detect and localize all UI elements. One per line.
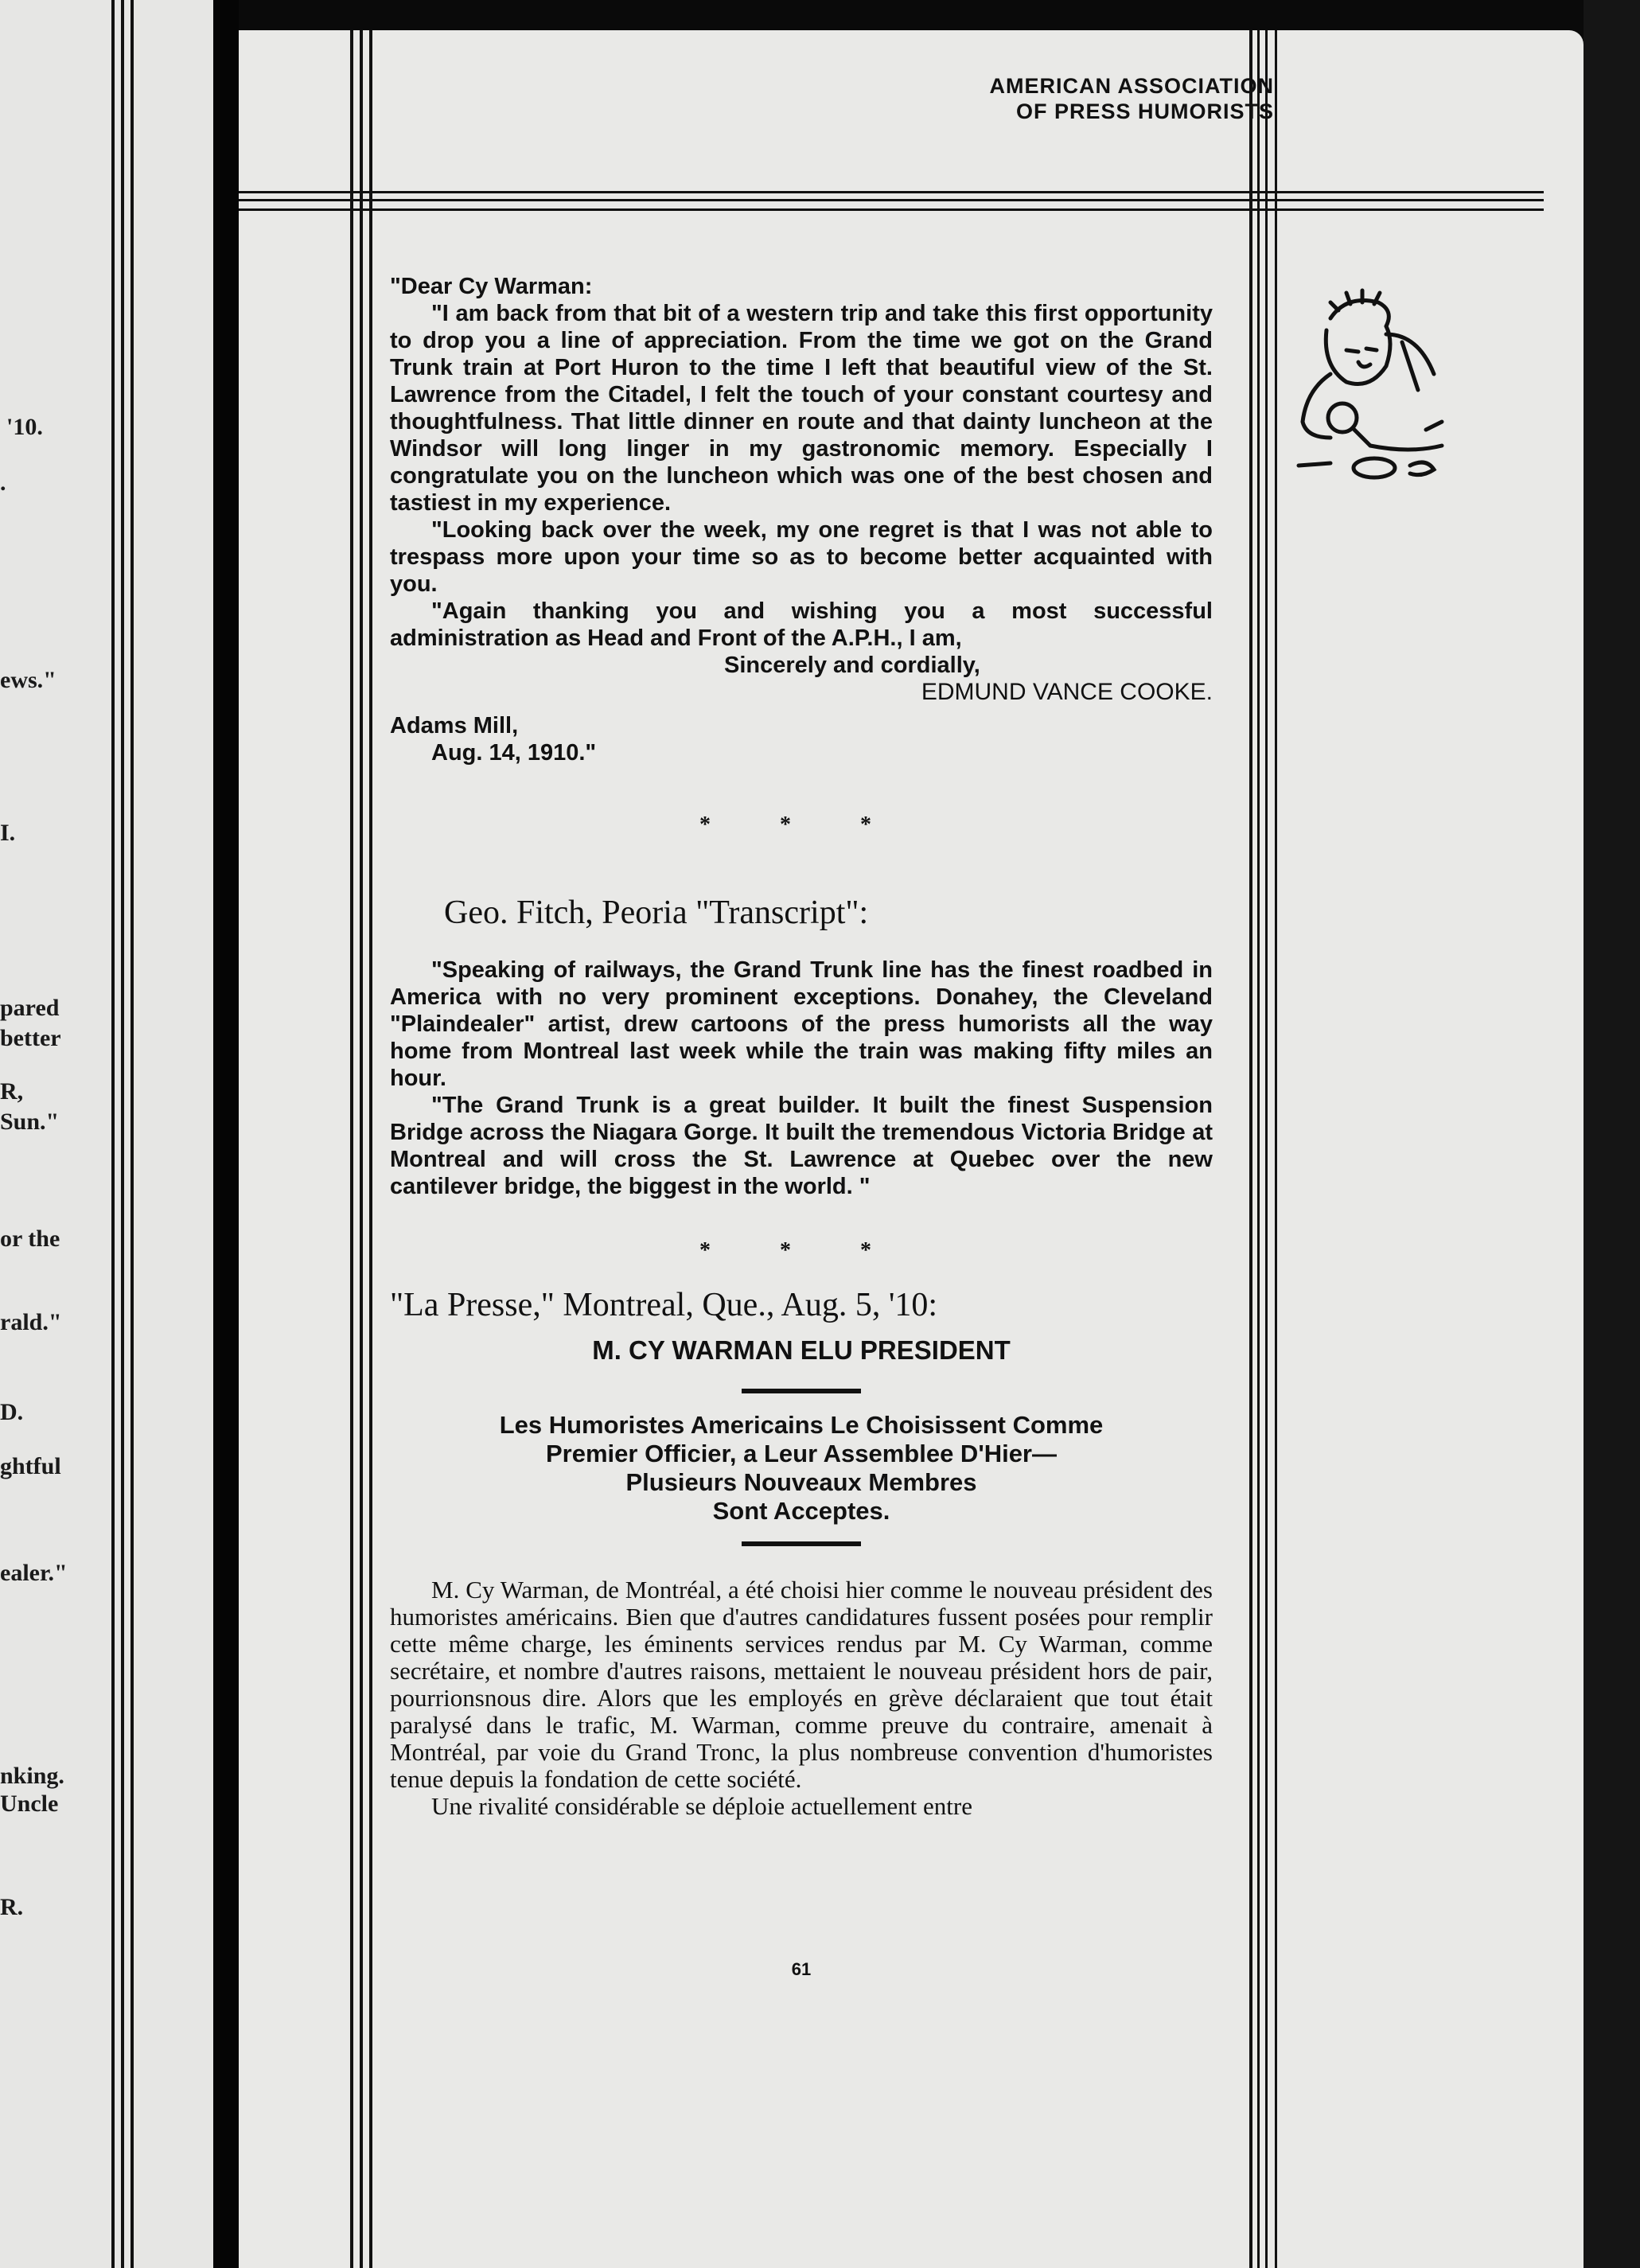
section-separator: * * * (699, 813, 903, 837)
fitch-section (390, 893, 1213, 1200)
headline: M. CY WARMAN ELU PRESIDENT (592, 1335, 1011, 1365)
left-fragment: ealer." (0, 1560, 68, 1586)
divider-rule (742, 1389, 861, 1393)
page-header (990, 73, 1275, 124)
left-fragment: nking. (0, 1763, 64, 1789)
header-line-2: OF PRESS HUMORISTS (1015, 99, 1274, 123)
subheadline: Les Humoristes Americains Le Choisissent Comme (499, 1411, 1104, 1439)
right-page-edge (1584, 0, 1640, 2268)
left-fragment: or the (0, 1226, 60, 1252)
section-separator: * * * (699, 1238, 903, 1263)
letter-paragraph: "I am back from that bit of a western trip and take this first opportunity to drop you a line of appreciation. From the time we got on the Grand Trunk train at Port Huron to the time I left that beautiful view of the St. Lawrence from the Citadel, I felt the touch of your constant courtesy and thoughtfulness. That little dinner en route and that dainty luncheon at the Windsor will long linger in my gastronomic memory. Especially I congratulate you on the luncheon which was one of the best chosen and tastiest in my experience. (390, 301, 1213, 516)
letter-paragraph: "Looking back over the week, my one regret is that I was not able to trespass more upon your time so as to become better acquainted with you. (390, 517, 1213, 597)
left-fragment: R. (0, 1894, 24, 1920)
letter-signature: EDMUND VANCE COOKE. (921, 679, 1213, 705)
left-fragment: pared (0, 995, 60, 1021)
letter-closing: Sincerely and cordially, (724, 653, 980, 678)
french-paragraph: M. Cy Warman, de Montréal, a été choisi hier comme le nouveau président des humoristes américains. Bien que d'autres candidatures fussent posées pour remplir cette même charge, les éminents services rendus par M. Cy Warman, comme secrétaire, et nombre d'autres raisons, mettaient le nouveau président hors de pair, pourrionsnous dire. Alors que les employés en grève déclaraient que tout était paralysé dans le trafic, M. Warman, comme preuve du contraire, amenait à Montréal, par voie du Grand Tronc, la plus nombreuse convention d'humoristes tenue depuis la fondation de cette société. (390, 1576, 1213, 1793)
la-presse-section (390, 1285, 1213, 1820)
letter-section (390, 273, 1213, 766)
left-fragment: Sun." (0, 1109, 60, 1135)
left-fragment: Uncle (0, 1791, 59, 1817)
binding-gutter (213, 0, 239, 2268)
divider-rule (742, 1541, 861, 1546)
french-paragraph: Une rivalité considérable se déploie actuellement entre (431, 1792, 972, 1820)
subheadline: Premier Officier, a Leur Assemblee D'Hier— (546, 1440, 1057, 1467)
left-fragment: ghtful (0, 1453, 61, 1479)
left-fragment: rald." (0, 1309, 62, 1335)
letter-paragraph: "Again thanking you and wishing you a most successful administration as Head and Front of the A.P.H., I am, (390, 598, 1213, 651)
previous-page-edge (0, 0, 213, 2268)
page-number: 61 (791, 1959, 812, 1979)
letter-place: Adams Mill, (390, 713, 519, 738)
letter-salutation: "Dear Cy Warman: (390, 274, 593, 299)
left-fragment: '10. (6, 414, 43, 440)
left-fragment: . (0, 470, 6, 496)
section-title: "La Presse," Montreal, Que., Aug. 5, '10: (390, 1287, 938, 1323)
caricature-drawing (1283, 286, 1521, 517)
left-fragment: D. (0, 1399, 24, 1425)
letter-date: Aug. 14, 1910." (431, 740, 597, 766)
header-line-1: AMERICAN ASSOCIATION (989, 74, 1274, 98)
section-title: Geo. Fitch, Peoria "Transcript": (444, 894, 869, 931)
fitch-paragraph: "The Grand Trunk is a great builder. It built the finest Suspension Bridge across the Niagara Gorge. It built the tremendous Victoria Bridge at Montreal and will cross the St. Lawrence at Quebec over the new cantilever bridge, the biggest in the world. " (390, 1093, 1213, 1199)
left-fragment: R, (0, 1078, 24, 1105)
subheadline: Sont Acceptes. (712, 1497, 890, 1525)
left-fragment: better (0, 1025, 61, 1051)
left-fragment: ews." (0, 667, 56, 693)
left-fragment: I. (0, 820, 16, 846)
subheadline: Plusieurs Nouveaux Membres (625, 1468, 977, 1496)
fitch-paragraph: "Speaking of railways, the Grand Trunk line has the finest roadbed in America with no very prominent exceptions. Donahey, the Cleveland "Plaindealer" artist, drew cartoons of the press humorists all the way home from Montreal last week while the train was making fifty miles an hour. (390, 957, 1213, 1091)
